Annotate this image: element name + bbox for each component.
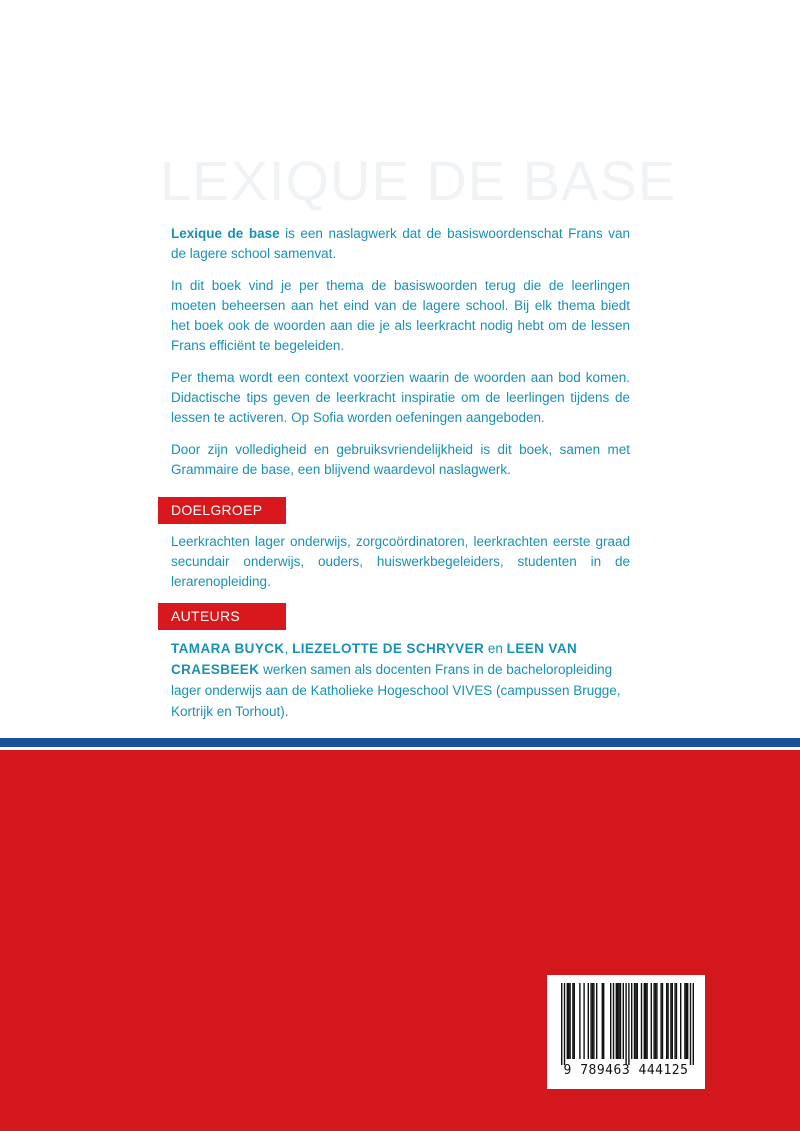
author-1: TAMARA BUYCK [171, 641, 285, 656]
barcode-bar [666, 983, 667, 1059]
barcode [547, 975, 705, 1089]
barcode-bar [646, 983, 647, 1059]
barcode-bar [662, 983, 663, 1059]
doelgroep-label: DOELGROEP [158, 497, 286, 524]
barcode-bar [620, 983, 621, 1059]
barcode-bar [690, 983, 691, 1065]
barcode-bar [684, 983, 685, 1059]
description [171, 224, 630, 492]
barcode-bar [592, 983, 593, 1059]
barcode-bars [547, 975, 705, 1065]
barcode-bar [616, 983, 617, 1059]
barcode-bar [660, 983, 661, 1059]
barcode-bar [693, 983, 694, 1065]
barcode-bar [667, 983, 668, 1059]
paragraph-2: In dit boek vind je per thema de basiswoorden terug die de leerlingen moeten beheersen aan het eind van de lagere school. Bij elk thema biedt het boek ook de woorden aan die je als leerkracht nodig hebt om de lessen Frans efficiënt te begeleiden. [171, 278, 630, 353]
barcode-bar [672, 983, 673, 1059]
barcode-bar [641, 983, 642, 1059]
doelgroep-text: Leerkrachten lager onderwijs, zorgcoördinatoren, leerkrachten eerste graad secundair onderwijs, ouders, huiswerkbegeleiders, studenten in de lerarenopleiding. [171, 534, 630, 589]
barcode-bar [635, 983, 636, 1059]
barcode-bar [637, 983, 638, 1059]
barcode-bar [602, 983, 603, 1059]
paragraph-4: Door zijn volledigheid en gebruiksvriendelijkheid is dit boek, samen met Grammaire de base, een blijvend waardevol naslagwerk. [171, 442, 630, 477]
barcode-bar [674, 983, 675, 1059]
barcode-bar [644, 983, 645, 1059]
barcode-bar [583, 983, 584, 1059]
barcode-bar [676, 983, 677, 1059]
barcode-bar [618, 983, 619, 1059]
barcode-bar [561, 983, 562, 1065]
barcode-bar [603, 983, 604, 1059]
barcode-bar [613, 983, 614, 1059]
barcode-bar [634, 983, 635, 1059]
barcode-bar [567, 983, 568, 1059]
barcode-bar [680, 983, 681, 1059]
barcode-bar [655, 983, 656, 1059]
barcode-bar [574, 983, 575, 1059]
barcode-bar [645, 983, 646, 1059]
intro-rest: is een naslagwerk dat de basiswoordenschat Frans van de lagere school samenvat. [171, 226, 630, 261]
barcode-bar [670, 983, 671, 1059]
barcode-bar [617, 983, 618, 1059]
barcode-bar [651, 983, 652, 1059]
barcode-bar [628, 983, 629, 1065]
auteurs-description: werken samen als docenten Frans in de bacheloropleiding lager onderwijs aan de Katholieke Hogeschool VIVES (campussen Brugge, Kortrijk en Torhout). [171, 662, 621, 719]
barcode-bar [596, 983, 597, 1059]
barcode-bar [564, 983, 565, 1065]
paragraph-3: Per thema wordt een context voorzien waarin de woorden aan bod komen. Didactische tips geven de leerkracht inspiratie om de leerlingen tijdens de lessen te activeren. Op Sofia worden oefeningen aangeboden. [171, 370, 630, 425]
watermark-title: LEXIQUE DE BASE [160, 149, 677, 212]
barcode-bar [623, 983, 624, 1059]
author-separator-1: , [284, 641, 293, 656]
barcode-bar [569, 983, 570, 1059]
blue-stripe [0, 738, 800, 747]
barcode-bar [588, 983, 589, 1059]
auteurs-text [171, 638, 641, 722]
barcode-bar [568, 983, 569, 1059]
barcode-bar [686, 983, 687, 1059]
author-3: LEEN VAN CRAESBEEK [171, 641, 578, 677]
barcode-bar [631, 983, 632, 1059]
barcode-bar [653, 983, 654, 1059]
author-2: LIEZELOTTE DE SCHRYVER [292, 641, 485, 656]
barcode-bar [593, 983, 594, 1059]
barcode-bar [687, 983, 688, 1059]
barcode-number: 9 789463 444125 [563, 1063, 689, 1078]
author-separator-2: en [484, 641, 507, 656]
barcode-bar [625, 983, 626, 1065]
barcode-bar [656, 983, 657, 1059]
barcode-bar [572, 983, 573, 1059]
barcode-bar [610, 983, 611, 1059]
barcode-bar [579, 983, 580, 1059]
barcode-bar [590, 983, 591, 1059]
auteurs-label: AUTEURS [158, 603, 286, 630]
intro-lead: Lexique de base [171, 226, 280, 241]
intro-paragraph [171, 224, 630, 264]
